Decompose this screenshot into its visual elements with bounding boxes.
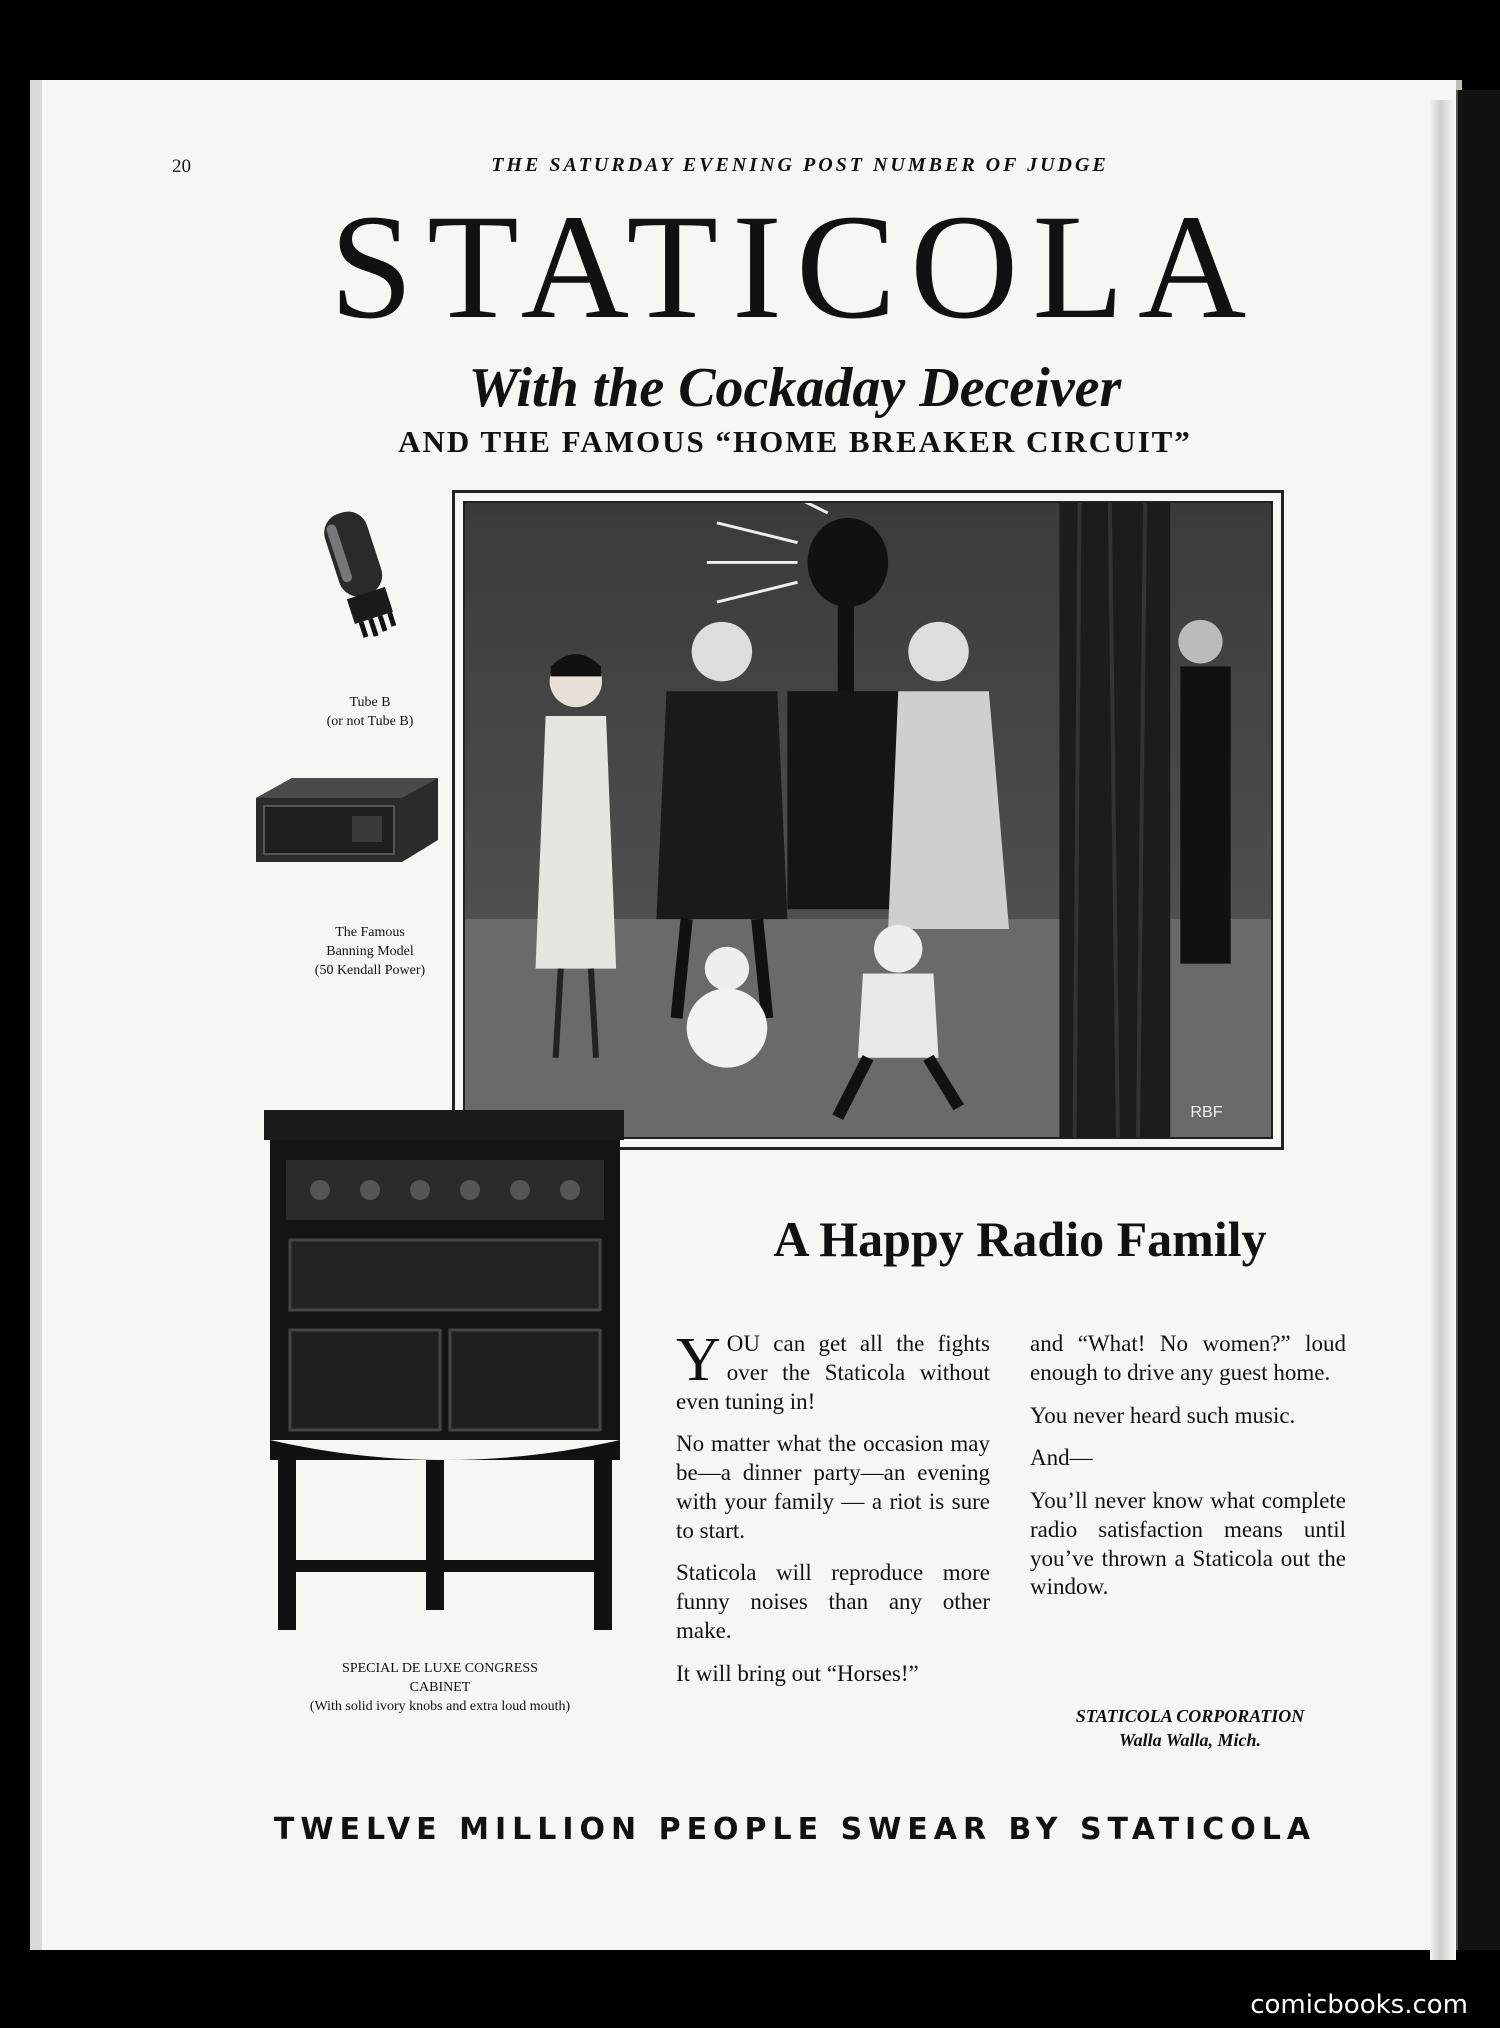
page-number: 20 [172,156,191,177]
ad-subtitle: With the Cockaday Deceiver [468,357,1122,419]
body-paragraph: You never heard such music. [1030,1402,1296,1428]
body-paragraph: Staticola will reproduce more funny noises than any other make. [676,1560,990,1643]
artist-signature: RBF [1190,1104,1223,1122]
corporation-signature: STATICOLA CORPORATION Walla Walla, Mich. [1075,1706,1305,1751]
body-paragraph: YOU can get all the fights over the Staticola without even tuning in! [676,1326,990,1414]
running-head: THE SATURDAY EVENING POST NUMBER OF JUDGE [491,154,1109,176]
body-paragraph: You’ll never know what complete radio satisfaction means until you’ve thrown a Staticola out the window. [1030,1488,1346,1600]
body-column-1 [676,1326,990,1702]
ad-tagline: AND THE FAMOUS “HOME BREAKER CIRCUIT” [398,424,1192,459]
congress-cabinet-illustration [250,1100,640,1640]
banning-caption: The Famous Banning Model (50 Kendall Power) [314,925,426,978]
body-paragraph: And— [1030,1445,1093,1471]
cartoon-frame [452,490,1284,1150]
body-paragraph: No matter what the occasion may be—a dinner party—an evening with your family — a riot is sure to start. [676,1431,990,1543]
site-watermark: comicbooks.com [1250,1990,1468,2020]
drop-cap: Y [676,1326,721,1394]
bottom-slogan: TWELVE MILLION PEOPLE SWEAR BY STATICOLA [273,1812,1317,1847]
body-paragraph: and “What! No women?” loud enough to drive any guest home. [1030,1331,1346,1385]
body-column-2 [1030,1330,1346,1616]
body-paragraph: It will bring out “Horses!” [676,1660,919,1686]
cartoon-illustration [463,501,1273,1139]
banning-radio-illustration [252,770,442,870]
next-page-edge [1456,90,1500,1950]
tube-illustration [300,500,420,650]
cabinet-caption: SPECIAL DE LUXE CONGRESS CABINET (With solid ivory knobs and extra loud mouth) [309,1661,571,1714]
brand-title: STATICOLA [329,184,1261,350]
ad-headline: A Happy Radio Family [773,1211,1267,1267]
tube-caption: Tube B (or not Tube B) [326,695,414,729]
